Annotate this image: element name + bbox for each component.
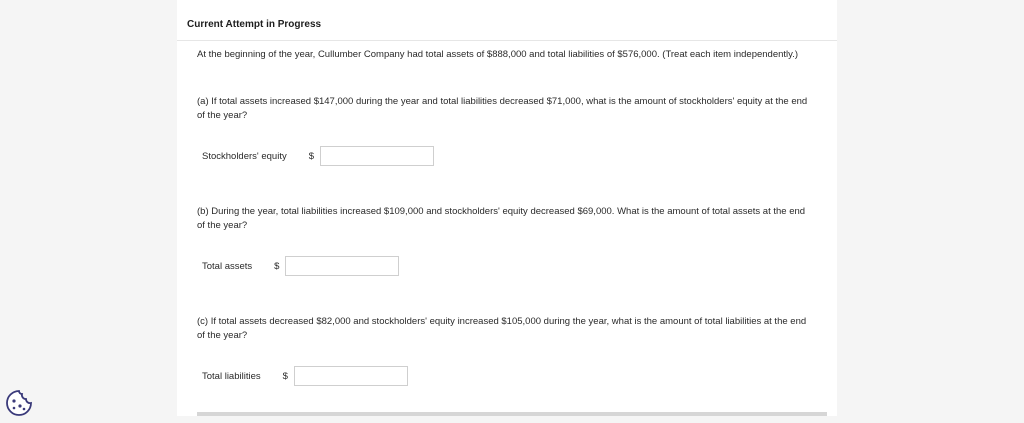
stockholders-equity-label: Stockholders' equity bbox=[202, 150, 287, 162]
question-a: (a) If total assets increased $147,000 during the year and total liabilities decreased $71,000, what is the amount of stockholders' equity at the end of the year? bbox=[197, 96, 808, 121]
cookie-settings-button[interactable] bbox=[4, 388, 34, 418]
stockholders-equity-row bbox=[202, 145, 434, 167]
attempt-header: Current Attempt in Progress bbox=[187, 19, 322, 30]
currency-symbol: $ bbox=[308, 150, 315, 162]
problem-intro: At the beginning of the year, Cullumber Company had total assets of $888,000 and total liabilities of $576,000. (Treat each item independently.) bbox=[197, 49, 798, 60]
total-liabilities-label: Total liabilities bbox=[202, 370, 261, 382]
total-liabilities-row bbox=[202, 365, 408, 387]
total-liabilities-input[interactable] bbox=[294, 366, 408, 386]
currency-symbol: $ bbox=[282, 370, 288, 382]
question-c: (c) If total assets decreased $82,000 and stockholders' equity increased $105,000 during the year, what is the amount of total liabilities at the end of the year? bbox=[197, 316, 807, 341]
total-assets-label: Total assets bbox=[202, 260, 253, 272]
question-card bbox=[177, 0, 837, 416]
bottom-scroll-edge bbox=[197, 412, 827, 416]
total-assets-row bbox=[202, 255, 399, 277]
currency-symbol: $ bbox=[274, 260, 280, 272]
total-assets-input[interactable] bbox=[285, 256, 399, 276]
header-divider bbox=[177, 40, 837, 41]
cookie-icon bbox=[4, 388, 34, 418]
question-b: (b) During the year, total liabilities increased $109,000 and stockholders' equity decreased $69,000. What is the amount of total assets at the end of the year? bbox=[197, 206, 806, 231]
stockholders-equity-input[interactable] bbox=[320, 146, 434, 166]
